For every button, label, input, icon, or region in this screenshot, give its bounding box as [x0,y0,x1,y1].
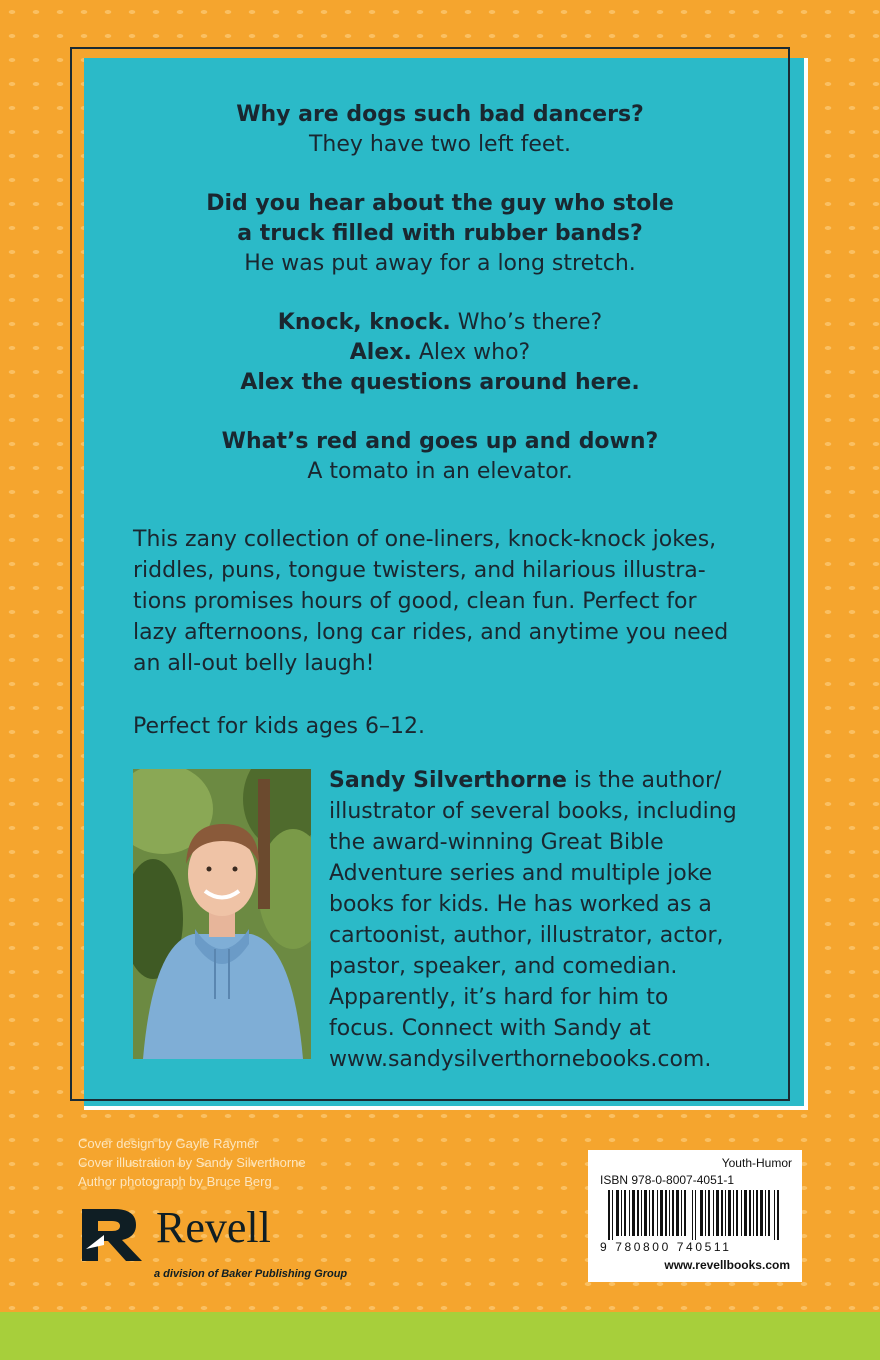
joke-question: a truck filled with rubber bands? [237,221,643,246]
joke-answer: A tomato in an elevator. [307,459,573,484]
joke-answer: He was put away for a long stretch. [244,251,636,276]
author-name: Sandy Silverthorne [329,768,567,793]
jokes-section [84,100,796,516]
author-bio: Sandy Silverthorne is the author/ illustrator of several books, including the award-winning Great Bible Adventure series and multiple joke books for kids. He has worked as a cartoonist, author, illustrator, actor, pastor, speaker, and comedian. Apparently, it’s hard for him to focus. Connect with Sandy at www.sandysilverthornebooks.com. [329,768,737,1072]
bottom-green-strip [0,1312,880,1360]
knock-punchline: Alex the questions around here. [240,370,640,395]
knock-line: Knock, knock. [277,310,451,335]
joke-4 [84,427,796,487]
barcode-digits: 9 780800 740511 [600,1240,732,1254]
barcode-bars-icon [600,1190,790,1240]
joke-question: What’s red and goes up and down? [221,429,659,454]
barcode-isbn: ISBN 978-0-8007-4051-1 [600,1173,735,1187]
isbn-barcode [588,1150,802,1282]
credit-design: Cover design by Gayle Raymer [78,1136,259,1151]
joke-answer: They have two left feet. [308,132,572,157]
publisher-url[interactable]: www.revellbooks.com [664,1258,790,1272]
joke-2 [84,189,796,279]
author-website[interactable]: www.sandysilverthornebooks.com. [329,1047,712,1072]
cover-credits [78,1134,306,1191]
credit-illustration: Cover illustration by Sandy Silverthorne [78,1155,306,1170]
age-range: Perfect for kids ages 6–12. [133,714,425,739]
knock-line: Alex. [349,340,412,365]
joke-question: Why are dogs such bad dancers? [236,102,644,127]
credit-photo: Author photograph by Bruce Berg [78,1174,272,1189]
joke-question: Did you hear about the guy who stole [206,191,674,216]
joke-1 [84,100,796,160]
knock-reply: Who’s there? [457,310,603,335]
joke-knock-knock [84,308,796,398]
book-description: This zany collection of one-liners, knock-knock jokes, riddles, puns, tongue twisters, and hilarious illustra- tions promises hours of good, clean fun. Perfect for lazy afternoons, long car rides, and anytime you need an all-out belly laugh! Perfect for kids ages 6–12. [133,524,758,774]
barcode-category: Youth-Humor [721,1156,792,1170]
publisher-name: Revell [156,1203,271,1252]
publisher-logo [80,1203,348,1280]
knock-reply: Alex who? [418,340,531,365]
author-photo [133,769,311,1059]
publisher-subtitle: a division of Baker Publishing Group [154,1268,348,1280]
revell-r-icon [80,1205,146,1263]
